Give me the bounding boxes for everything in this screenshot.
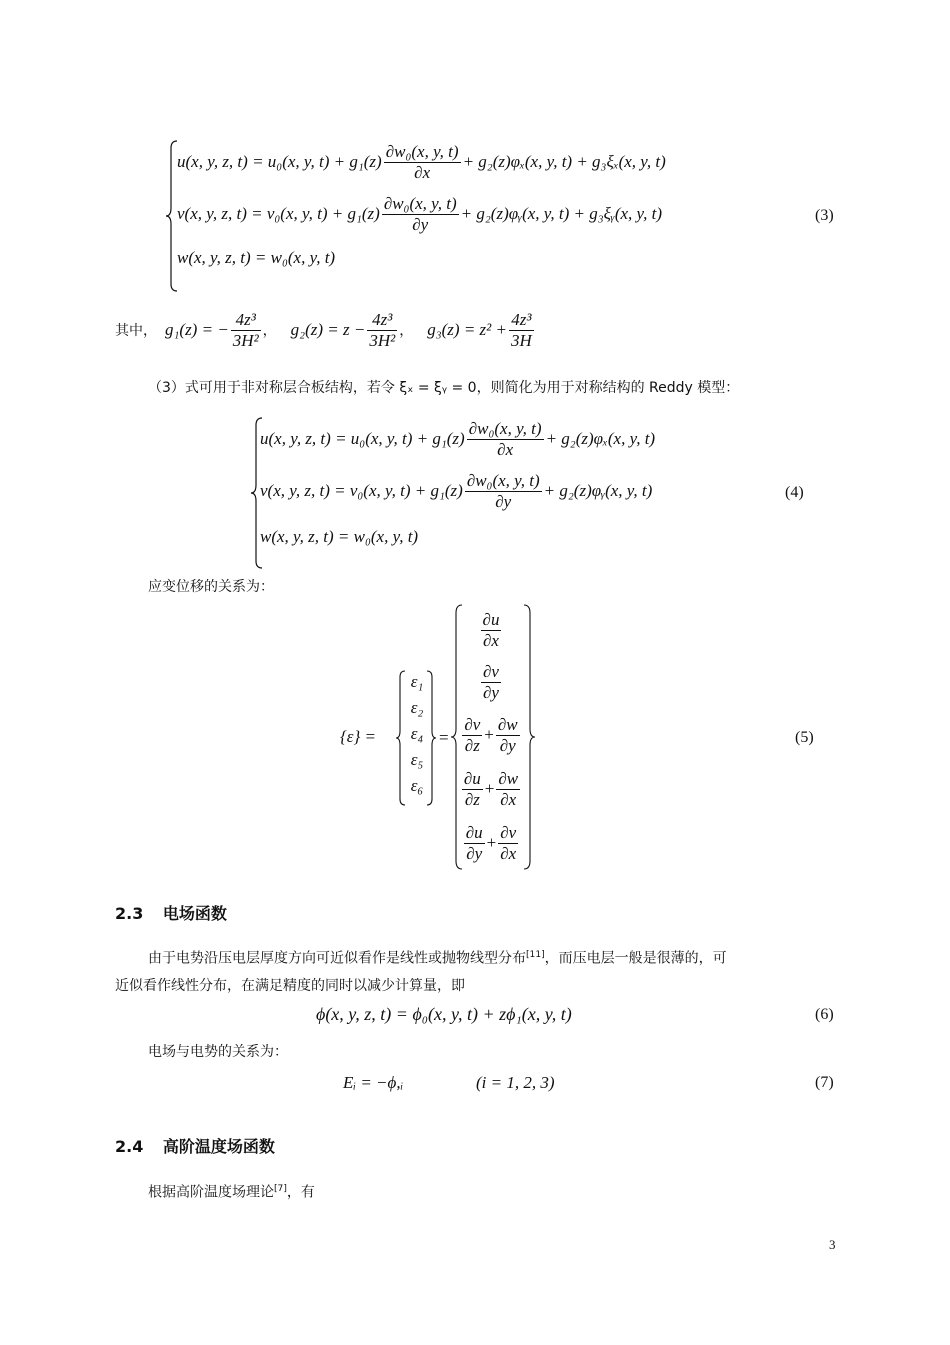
section-number: 2.4 [115,1137,144,1156]
dv-dx: $\frac{\partial v}{\partial x}$ [500,822,517,863]
eq3-line2-fraction: $\frac{\text{∂w₀(x, y, t)}}{\partial y}$ [383,194,457,234]
g3-fraction: $\frac{\text{4z³}}{3H}$ [510,310,532,350]
section-title: 高阶温度场函数 [162,1137,275,1156]
section-heading-2-4 [115,1134,275,1157]
g1-fraction: $\frac{\text{4z³}}{\text{3H²}}$ [232,310,259,350]
eq4-line2-lhs: v(x, y, z, t) = v₀(x, y, t) + g₁(z) [260,481,463,501]
eps-4: ε₄ [410,724,424,743]
eq4-line2-fraction: $\frac{\text{∂w₀(x, y, t)}}{\partial y}$ [466,471,540,511]
eq3-line1-lhs: u(x, y, z, t) = u₀(x, y, t) + g₁(z) [177,152,382,172]
dv-dy: $\frac{\partial v}{\partial y}$ [483,661,499,702]
eq4-line3: w(x, y, z, t) = w₀(x, y, t) [260,527,419,546]
eq3-line2-rhs: + g₂(z)φᵧ(x, y, t) + g₃ξᵧ(x, y, t) [460,204,663,224]
equation-5 [340,602,570,870]
eps-6: ε₆ [410,776,424,795]
eps-5: ε₅ [410,750,424,769]
equation-7-lhs: Eᵢ = −ϕ,ᵢ [343,1073,404,1092]
citation-11: [11] [526,950,545,960]
eq4-line2-rhs: + g₂(z)φᵧ(x, y, t) [543,481,653,501]
eq4-line1-lhs: u(x, y, z, t) = u₀(x, y, t) + g₁(z) [260,429,465,449]
dw-dy: $\frac{\partial w}{\partial y}$ [497,714,518,755]
g2-lhs: g₂(z) = z − [290,320,366,340]
section-heading-2-3 [115,901,227,924]
dw-dx: $\frac{\partial w}{\partial x}$ [498,768,519,809]
paragraph-electric-potential: 由于电势沿压电层厚度方向可近似看作是线性或抛物线型分布[11]，而压电层一般是很薄的，可 近似看作线性分布，在满足精度的同时以减少计算量，即 [115,950,727,994]
dv-dz: $\frac{\partial v}{\partial z}$ [464,714,481,755]
du-dz: $\frac{\partial u}{\partial z}$ [463,768,481,809]
where-label: 其中， [115,323,157,340]
g-function-definitions: 其中， g₁(z) = − $\frac{\text{4z³}}{\text{3H²}}$ ， g₂(z) = z − $\frac{\text{4z³}}{\text{3H²}}$ ， g₃(z) = z² + $\frac{\text{4z³}}{3H}$ [115,310,532,350]
eps-1: ε₁ [410,672,424,691]
equation-3 [165,138,845,294]
du-dx: $\frac{\partial u}{\partial x}$ [482,609,500,650]
page-number: 3 [829,1237,836,1252]
eq5-equals: = [439,728,449,747]
eq4-line1-rhs: + g₂(z)φₓ(x, y, t) [545,429,656,449]
eps-2: ε₂ [410,698,424,717]
g2-fraction: $\frac{\text{4z³}}{\text{3H²}}$ [369,310,396,350]
paragraph-temperature-field: 根据高阶温度场理论[7]，有 [148,1184,315,1201]
equation-number-7: (7) [815,1074,834,1091]
paragraph-reddy-note: （3）式可用于非对称层合板结构，若令 ξₓ = ξᵧ = 0，则简化为用于对称结构的 Reddy 模型： [148,380,740,396]
equation-7-condition: (i = 1, 2, 3) [476,1073,555,1092]
eq3-line3: w(x, y, z, t) = w₀(x, y, t) [177,248,336,267]
equation-number-6: (6) [815,1006,834,1023]
g1-lhs: g₁(z) = − [165,320,229,340]
eq4-line1-fraction: $\frac{\text{∂w₀(x, y, t)}}{\partial x}$ [468,419,542,459]
section-title: 电场函数 [162,904,227,923]
equation-number-5: (5) [795,729,814,746]
eq3-line2-lhs: v(x, y, z, t) = v₀(x, y, t) + g₁(z) [177,204,380,224]
paragraph-strain-displacement: 应变位移的关系为： [148,579,274,595]
eq5-lhs: {ε} = [340,727,377,746]
section-number: 2.3 [115,904,144,923]
du-dy: $\frac{\partial u}{\partial y}$ [465,822,483,863]
eps-right-brace [425,670,437,806]
equation-number-3: (3) [815,207,834,224]
derivative-vector: $\frac{\partial u}{\partial x}$ $\frac{\partial v}{\partial y}$ $\frac{\partial v}{\partial z}$ + $\frac{\partial w}{\partial y}$ $\frac{\partial u}{\partial z}$ + $\frac{\partial w}{\partial x}$ $\frac{\partial u}{\partial y}$ + $\frac{\partial v}{\partial x}$ [463,609,519,863]
equation-6: ϕ(x, y, z, t) = ϕ₀(x, y, t) + zϕ₁(x, y, t) [316,1004,572,1024]
derivative-right-brace [522,604,536,870]
equation-4 [250,415,810,571]
citation-7: [7] [274,1184,287,1194]
equation-number-4: (4) [785,484,804,501]
eq3-line1-fraction: $\frac{\text{∂w₀(x, y, t)}}{\partial x}$ [385,142,459,182]
eq3-line1-rhs: + g₂(z)φₓ(x, y, t) + g₃ξₓ(x, y, t) [462,152,666,172]
g3-lhs: g₃(z) = z² + [427,320,507,340]
paragraph-field-potential: 电场与电势的关系为： [148,1044,288,1060]
